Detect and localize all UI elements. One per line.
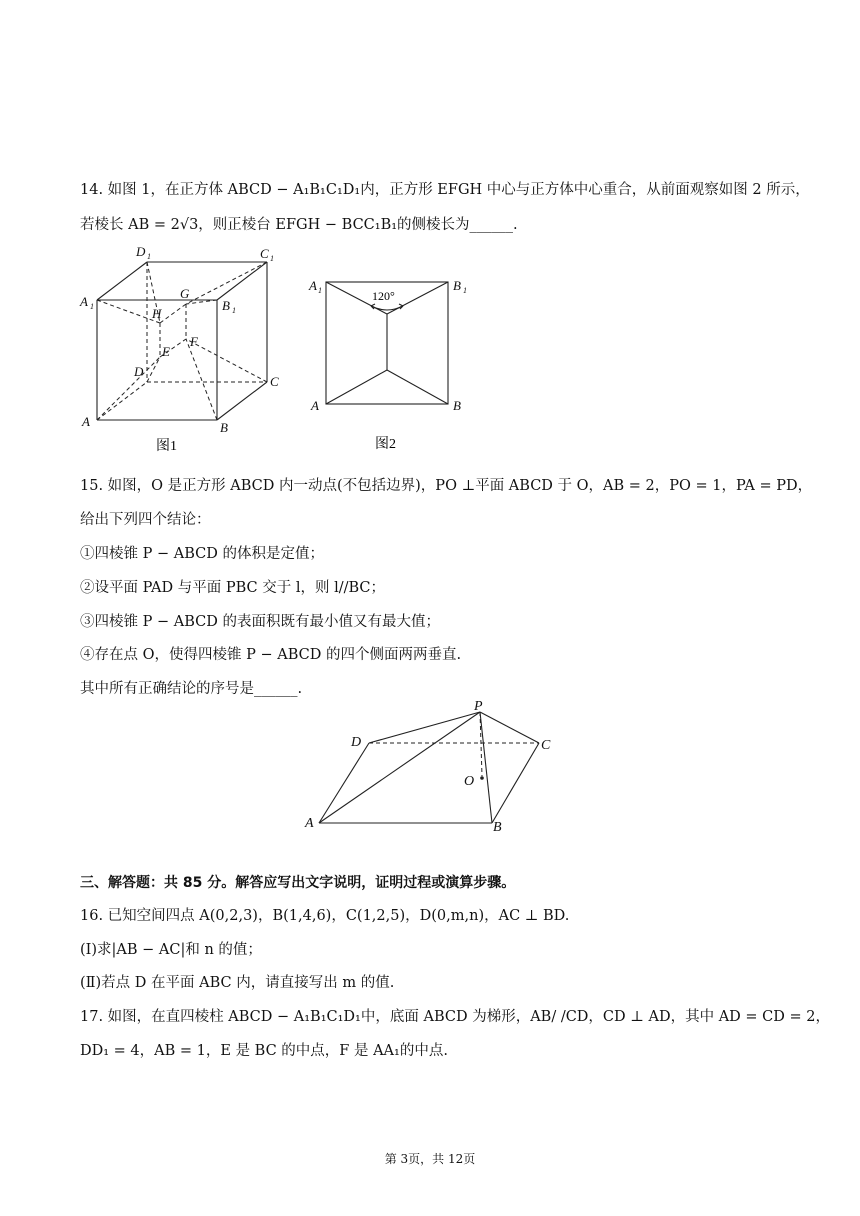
q15-line1: 15. 如图，O 是正方形 ABCD 内一动点(不包括边界)，PO ⊥平面 ABCD 于 O，AB = 2，PO = 1，PA = PD， — [80, 478, 813, 494]
svg-text:D: D — [136, 244, 146, 259]
svg-text:O: O — [464, 774, 475, 789]
q15-item1: ①四棱锥 P − ABCD 的体积是定值； — [80, 546, 324, 562]
svg-text:P: P — [474, 699, 483, 714]
svg-text:C: C — [270, 374, 279, 389]
svg-text:E: E — [162, 344, 170, 359]
figure-1-cube — [78, 240, 288, 455]
svg-text:A: A — [82, 414, 90, 429]
svg-text:1: 1 — [147, 252, 151, 261]
q16-line1: 16. 已知空间四点 A(0,2,3)，B(1,4,6)，C(1,2,5)，D(0,m,n)，AC ⊥ BD. — [80, 908, 570, 924]
q15-item4: ④存在点 O，使得四棱锥 P − ABCD 的四个侧面两两垂直. — [80, 647, 462, 663]
svg-text:H: H — [152, 306, 162, 321]
q16-part2: (Ⅱ)若点 D 在平面 ABC 内，请直接写出 m 的值. — [80, 975, 395, 991]
q15-line2: 给出下列四个结论： — [80, 512, 211, 528]
svg-text:B: B — [222, 298, 230, 313]
svg-text:B: B — [453, 398, 461, 413]
fig1-caption: 图1 — [156, 439, 177, 454]
q15-item2: ②设平面 PAD 与平面 PBC 交于 l，则 l//BC； — [80, 580, 386, 596]
svg-text:A: A — [309, 278, 317, 293]
svg-text:1: 1 — [270, 254, 274, 263]
q16-part1: (Ⅰ)求|AB − AC|和 n 的值； — [80, 942, 262, 958]
svg-text:A: A — [305, 816, 314, 831]
svg-text:C: C — [541, 738, 551, 753]
q15-line3: 其中所有正确结论的序号是______. — [80, 681, 303, 697]
svg-text:D: D — [351, 735, 362, 750]
q17-line1: 17. 如图，在直四棱柱 ABCD − A₁B₁C₁D₁中，底面 ABCD 为梯形，AB/ /CD，CD ⊥ AD，其中 AD = CD = 2， — [80, 1009, 830, 1025]
q17-line2: DD₁ = 4，AB = 1，E 是 BC 的中点，F 是 AA₁的中点. — [80, 1043, 448, 1059]
q14-line2: 若棱长 AB = 2√3，则正棱台 EFGH − BCC₁B₁的侧棱长为______. — [80, 217, 518, 233]
q14-line1: 14. 如图 1，在正方体 ABCD − A₁B₁C₁D₁内，正方形 EFGH 中心与正方体中心重合，从前面观察如图 2 所示， — [80, 182, 810, 198]
page-footer: 第 3页，共 12页 — [384, 1152, 476, 1166]
svg-text:F: F — [190, 334, 198, 349]
svg-text:1: 1 — [90, 302, 94, 311]
svg-text:B: B — [453, 278, 461, 293]
svg-text:B: B — [493, 820, 502, 835]
svg-text:A: A — [311, 398, 319, 413]
fig2-caption: 图2 — [375, 437, 396, 452]
svg-text:G: G — [180, 286, 190, 301]
svg-text:1: 1 — [232, 306, 236, 315]
svg-text:B: B — [220, 420, 228, 435]
svg-text:A: A — [80, 294, 88, 309]
figure-pyramid — [300, 696, 560, 841]
figure-2-front-view — [305, 268, 485, 458]
svg-text:C: C — [260, 246, 269, 261]
q15-item3: ③四棱锥 P − ABCD 的表面积既有最小值又有最大值； — [80, 614, 440, 630]
svg-text:1: 1 — [318, 286, 322, 295]
svg-text:1: 1 — [463, 286, 467, 295]
section-3-heading: 三、解答题：共 85 分。解答应写出文字说明，证明过程或演算步骤。 — [80, 875, 516, 891]
angle-label: 120° — [372, 289, 395, 303]
svg-text:D: D — [134, 364, 144, 379]
